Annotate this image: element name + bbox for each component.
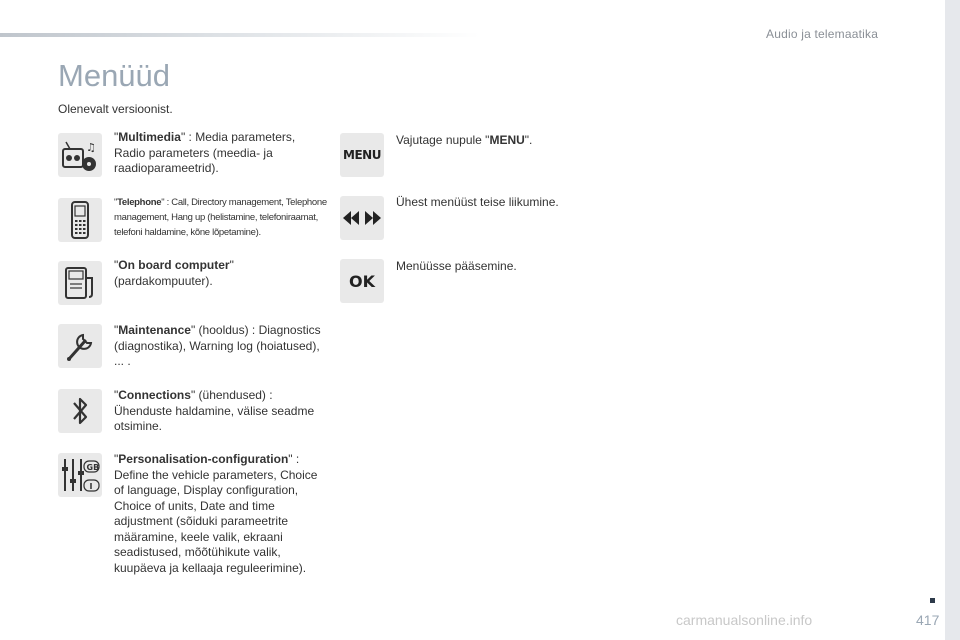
arrows-description: Ühest menüüst teise liikumine. [396, 195, 559, 209]
ok-description: Menüüsse pääsemine. [396, 259, 517, 273]
personalisation-icon [58, 453, 102, 497]
svg-text:♫: ♫ [86, 141, 96, 154]
intro-text: Olenevalt versioonist. [58, 102, 173, 116]
telephone-icon [58, 198, 102, 242]
bluetooth-icon [58, 389, 102, 433]
trip-computer-icon [58, 261, 102, 305]
menu-item-personalisation: "Personalisation-configuration" : Define the vehicle parameters, Choice of language, Display configuration, Choice of units, Date and time adjustment (sõiduki parameetrite määramine, keele valik, ekraani seadistused, mõõtühikute valik, kuupäeva ja kellaaja reguleerimine). [114, 452, 318, 575]
menu-item-on-board-computer: "On board computer" (pardakompuuter). [114, 258, 234, 288]
multimedia-icon [58, 133, 102, 177]
watermark: carmanualsonline.info [676, 612, 813, 628]
svg-text:I: I [89, 482, 93, 491]
ok-button-icon: OK [340, 259, 384, 303]
wrench-icon [58, 324, 102, 368]
menu-item-telephone: "Telephone" : Call, Directory management, Telephone management, Hang up (helistamine, telefoniraamat, telefoni haldamine, kõne lõpetamine). [114, 197, 327, 238]
menu-button-description: Vajutage nupule "MENU". [396, 133, 533, 147]
menu-item-multimedia: "Multimedia" : Media parameters, Radio parameters (meedia- ja raadioparameetrid). [114, 130, 296, 175]
menu-item-maintenance: "Maintenance" (hooldus) : Diagnostics (diagnostika), Warning log (hoiatused), ... . [114, 323, 321, 368]
menu-button-icon: MENU [340, 133, 384, 177]
svg-text:GB: GB [86, 463, 100, 472]
header-rule [0, 33, 480, 37]
section-title: Audio ja telemaatika [766, 27, 879, 41]
page-number: 417 [916, 612, 940, 628]
page-marker [930, 598, 935, 603]
page-title: Menüüd [58, 58, 171, 93]
page-edge-strip [945, 0, 960, 640]
menu-item-connections: "Connections" (ühendused) : Ühenduste haldamine, välise seadme otsimine. [114, 388, 315, 433]
left-right-arrows-icon [340, 196, 384, 240]
